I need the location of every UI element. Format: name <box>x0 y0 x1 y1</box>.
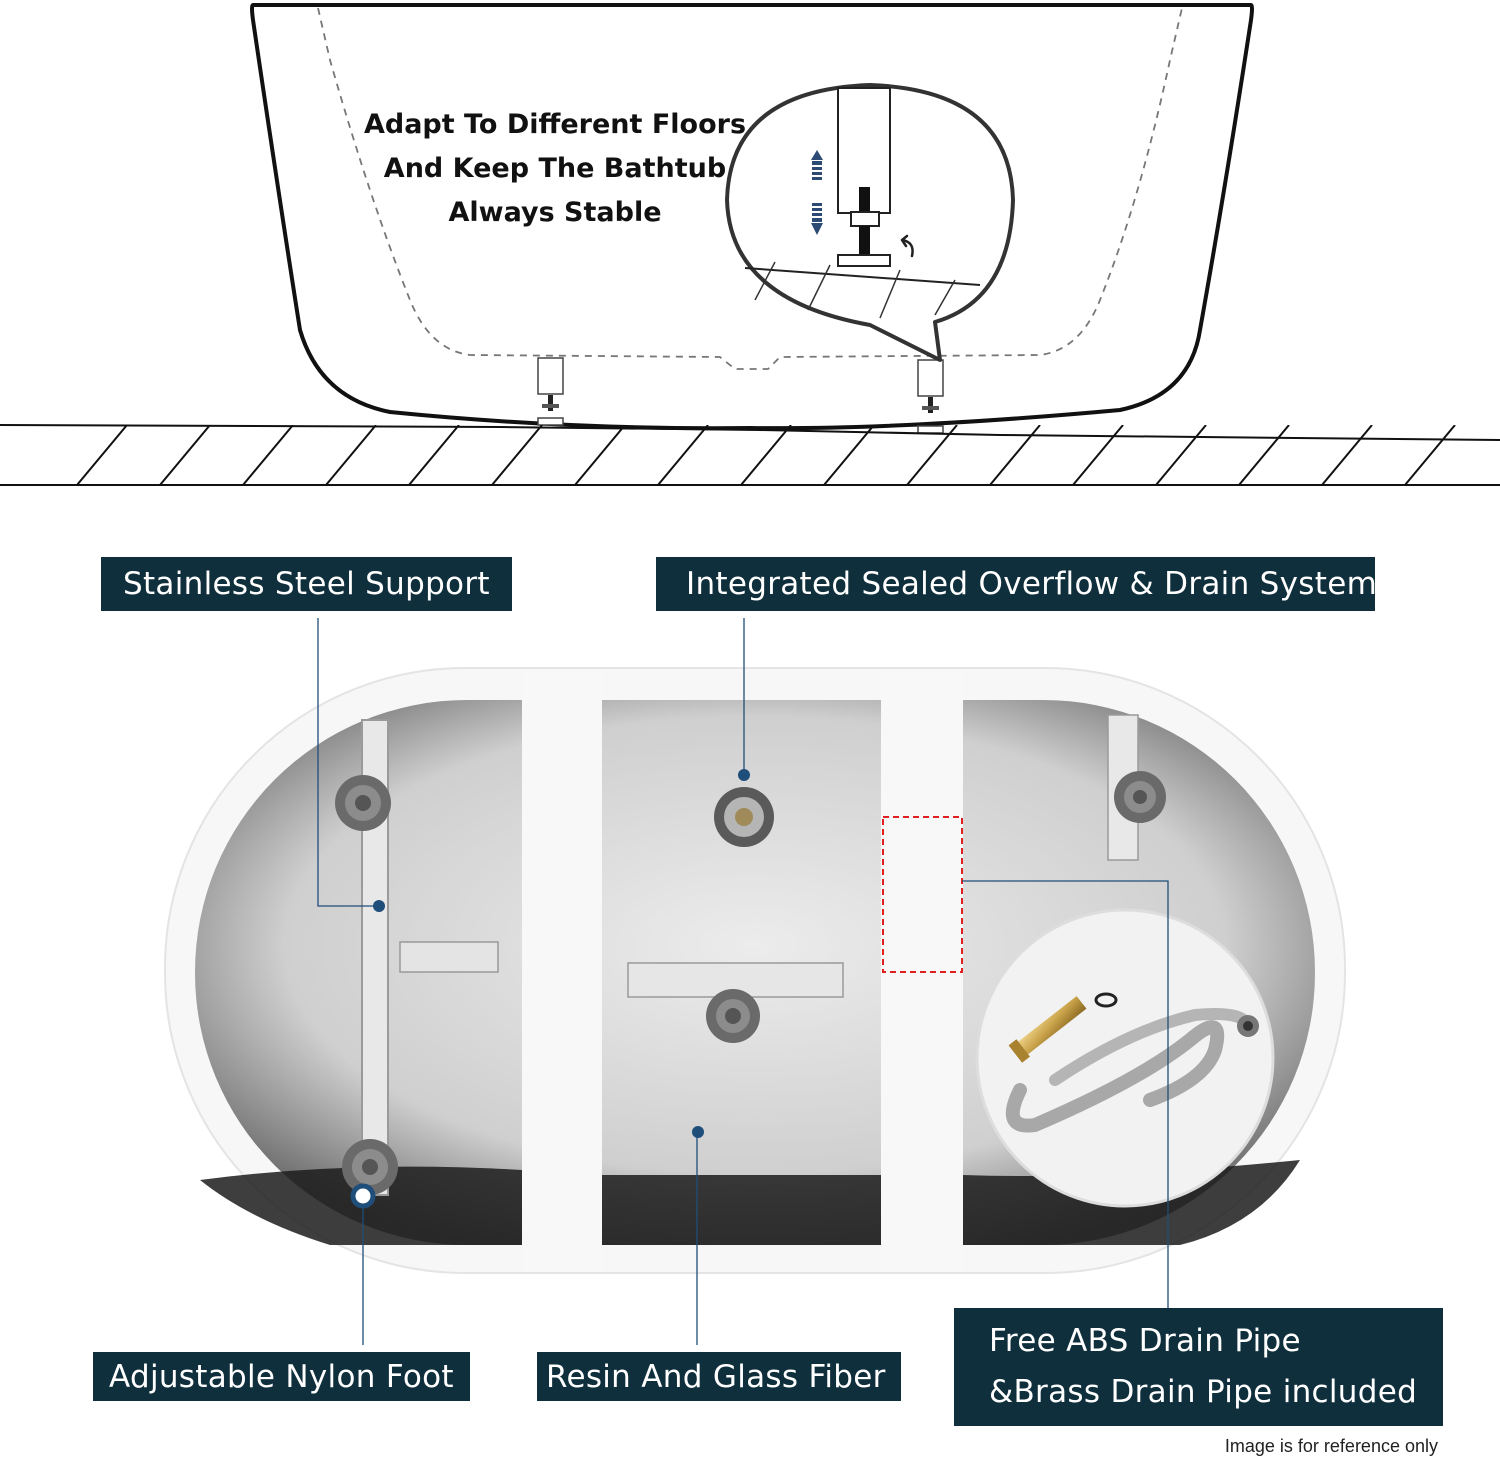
label-text: Stainless Steel Support <box>123 566 490 602</box>
drain-pipe-inset <box>977 910 1273 1206</box>
label-drain-pipe <box>954 1308 1443 1426</box>
marker-dot <box>738 769 750 781</box>
reference-note: Image is for reference only <box>1224 1436 1438 1456</box>
nylon-foot-upper-right <box>1114 771 1166 823</box>
label-text: Free ABS Drain Pipe <box>989 1323 1301 1359</box>
drain-outlet <box>714 787 774 847</box>
marker-dot <box>373 900 385 912</box>
headline-line: Adapt To Different Floors <box>363 109 747 140</box>
marker-dot <box>692 1126 704 1138</box>
label-nylon-foot <box>93 1352 470 1401</box>
label-text: &Brass Drain Pipe included <box>989 1374 1418 1410</box>
label-text: Resin And Glass Fiber <box>546 1358 886 1395</box>
headline <box>355 103 755 235</box>
nylon-foot-center <box>706 989 760 1043</box>
floor <box>0 425 1500 485</box>
headline-line: Always Stable <box>448 197 662 228</box>
label-resin-fiber <box>537 1352 901 1401</box>
headline-line: And Keep The Bathtub <box>383 153 727 184</box>
label-text: Adjustable Nylon Foot <box>109 1358 454 1395</box>
marker-dot-hollow <box>353 1186 373 1206</box>
nylon-foot-upper-left <box>335 775 391 831</box>
label-overflow-drain <box>656 557 1378 611</box>
label-text: Integrated Sealed Overflow & Drain System <box>686 566 1378 602</box>
label-stainless-support <box>101 557 512 611</box>
